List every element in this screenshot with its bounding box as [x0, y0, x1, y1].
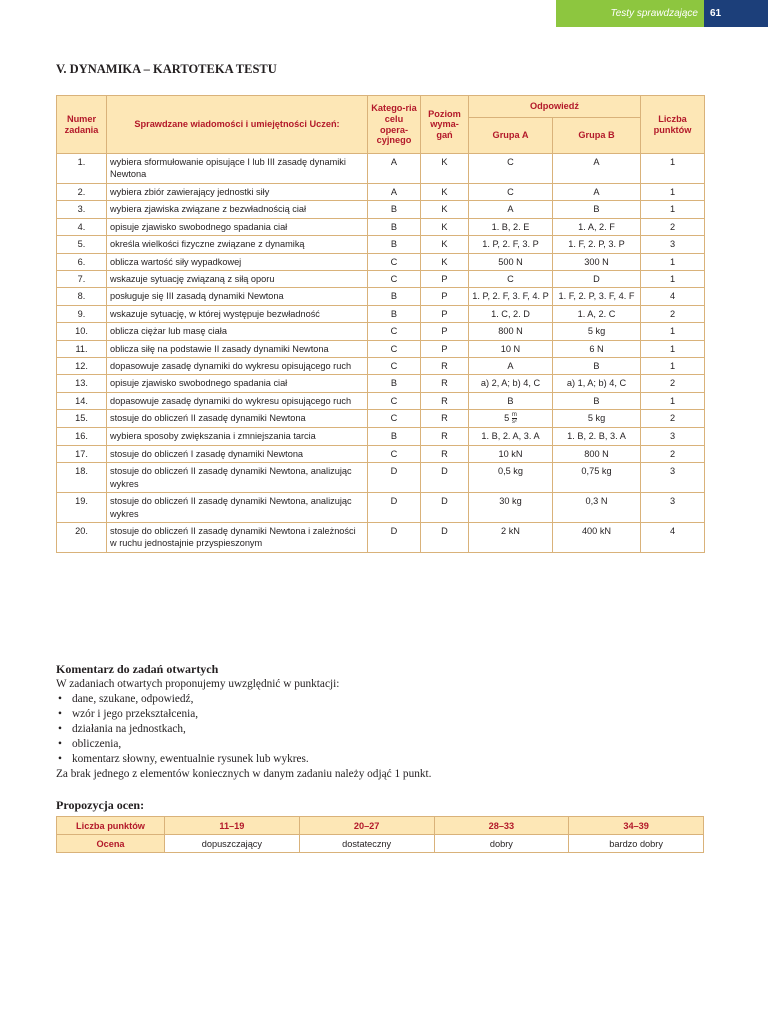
row-points: 1	[641, 253, 705, 270]
table-row	[57, 340, 705, 357]
list-item: • wzór i jego przekształcenia,	[72, 707, 716, 722]
table-row	[57, 201, 705, 218]
row-category: B	[368, 305, 421, 322]
row-category: C	[368, 445, 421, 462]
grade-name: dostateczny	[299, 835, 434, 853]
row-level: R	[421, 445, 469, 462]
row-level: K	[421, 218, 469, 235]
row-category: C	[368, 270, 421, 287]
table-row	[57, 522, 705, 552]
list-item: • dane, szukane, odpowiedź,	[72, 692, 716, 707]
row-skill: opisuje zjawisko swobodnego spadania ciał	[107, 218, 368, 235]
row-answer-a: 2 kN	[469, 522, 553, 552]
row-level: R	[421, 410, 469, 428]
row-level: K	[421, 183, 469, 200]
row-answer-b: 0,75 kg	[553, 463, 641, 493]
row-answer-a: 1. C, 2. D	[469, 305, 553, 322]
row-skill: oblicza ciężar lub masę ciała	[107, 323, 368, 340]
page-number: 61	[704, 0, 768, 27]
grades-title: Propozycja ocen:	[56, 798, 145, 812]
row-skill: stosuje do obliczeń I zasadę dynamiki Newtona	[107, 445, 368, 462]
row-number: 8.	[57, 288, 107, 305]
row-number: 19.	[57, 493, 107, 523]
test-chart-table	[56, 95, 705, 553]
row-answer-b: 1. A, 2. F	[553, 218, 641, 235]
row-answer-a: 10 kN	[469, 445, 553, 462]
row-skill: stosuje do obliczeń II zasadę dynamiki Newtona, analizując wykres	[107, 493, 368, 523]
row-number: 20.	[57, 522, 107, 552]
row-level: K	[421, 253, 469, 270]
row-category: B	[368, 201, 421, 218]
row-answer-b: A	[553, 154, 641, 184]
row-answer-b: 1. F, 2. P, 3. P	[553, 236, 641, 253]
grade-name: dobry	[434, 835, 569, 853]
table-row	[57, 305, 705, 322]
row-answer-a: 800 N	[469, 323, 553, 340]
header-skills: Sprawdzane wiadomości i umiejętności Uczeń:	[107, 96, 368, 154]
row-level: P	[421, 340, 469, 357]
row-category: B	[368, 428, 421, 445]
header-category: Katego-ria celu opera-cyjnego	[368, 96, 421, 154]
row-points: 3	[641, 463, 705, 493]
row-category: C	[368, 253, 421, 270]
row-number: 18.	[57, 463, 107, 493]
table-body	[57, 154, 705, 553]
row-number: 10.	[57, 323, 107, 340]
row-level: P	[421, 288, 469, 305]
grade-name: bardzo dobry	[569, 835, 704, 853]
header-level: Poziom wyma-gań	[421, 96, 469, 154]
table-row	[57, 358, 705, 375]
row-number: 3.	[57, 201, 107, 218]
row-answer-a: a) 2, A; b) 4, C	[469, 375, 553, 392]
row-number: 16.	[57, 428, 107, 445]
table-row	[57, 410, 705, 428]
header-points: Liczba punktów	[641, 96, 705, 154]
row-category: D	[368, 463, 421, 493]
row-category: B	[368, 288, 421, 305]
row-skill: posługuje się III zasadą dynamiki Newtona	[107, 288, 368, 305]
row-answer-b: 6 N	[553, 340, 641, 357]
row-skill: wybiera zbiór zawierający jednostki siły	[107, 183, 368, 200]
row-skill: wskazuje sytuację związaną z siłą oporu	[107, 270, 368, 287]
row-skill: wybiera sposoby zwiększania i zmniejszania tarcia	[107, 428, 368, 445]
row-points: 3	[641, 493, 705, 523]
page-header	[556, 0, 768, 27]
row-answer-b: B	[553, 201, 641, 218]
table-row	[57, 493, 705, 523]
row-answer-a: 1. B, 2. E	[469, 218, 553, 235]
table-row	[57, 253, 705, 270]
row-answer-b: a) 1, A; b) 4, C	[553, 375, 641, 392]
unit-fraction: $\frac{m}{\text{s²}}$	[511, 412, 517, 426]
row-points: 2	[641, 305, 705, 322]
row-skill: określa wielkości fizyczne związane z dynamiką	[107, 236, 368, 253]
row-answer-a: 500 N	[469, 253, 553, 270]
row-number: 7.	[57, 270, 107, 287]
row-answer-a: C	[469, 183, 553, 200]
table-row	[57, 428, 705, 445]
row-skill: stosuje do obliczeń II zasadę dynamiki Newtona, analizując wykres	[107, 463, 368, 493]
row-answer-b: 800 N	[553, 445, 641, 462]
row-skill: dopasowuje zasadę dynamiki do wykresu opisującego ruch	[107, 358, 368, 375]
list-item: • komentarz słowny, ewentualnie rysunek lub wykres.	[72, 752, 716, 767]
row-level: D	[421, 493, 469, 523]
row-points: 4	[641, 288, 705, 305]
row-answer-a: C	[469, 270, 553, 287]
table-row	[57, 323, 705, 340]
comment-title: Komentarz do zadań otwartych	[56, 662, 219, 676]
row-points: 1	[641, 183, 705, 200]
table-row	[57, 270, 705, 287]
row-answer-b: 1. F, 2. P, 3. F, 4. F	[553, 288, 641, 305]
section-title: V. DYNAMIKA – KARTOTEKA TESTU	[56, 62, 277, 76]
row-category: C	[368, 392, 421, 409]
table-row	[57, 375, 705, 392]
row-skill: wskazuje sytuację, w której występuje bezwładność	[107, 305, 368, 322]
comment-list	[56, 692, 716, 767]
row-level: R	[421, 392, 469, 409]
table-row	[57, 288, 705, 305]
row-skill: oblicza siłę na podstawie II zasady dynamiki Newtona	[107, 340, 368, 357]
comment-outro: Za brak jednego z elementów koniecznych w danym zadaniu należy odjąć 1 punkt.	[56, 768, 432, 780]
table-row	[57, 218, 705, 235]
row-level: K	[421, 236, 469, 253]
row-number: 2.	[57, 183, 107, 200]
row-points: 1	[641, 270, 705, 287]
row-points: 4	[641, 522, 705, 552]
row-skill: dopasowuje zasadę dynamiki do wykresu opisującego ruch	[107, 392, 368, 409]
header-group-a: Grupa A	[469, 118, 553, 154]
row-points: 1	[641, 358, 705, 375]
row-points: 2	[641, 410, 705, 428]
grade-name: dopuszczający	[165, 835, 300, 853]
row-category: D	[368, 493, 421, 523]
comment-block	[56, 662, 716, 782]
grades-table	[56, 816, 704, 853]
table-row	[57, 236, 705, 253]
row-number: 1.	[57, 154, 107, 184]
row-level: K	[421, 201, 469, 218]
table-row	[57, 445, 705, 462]
header-number: Numer zadania	[57, 96, 107, 154]
row-answer-a: A	[469, 201, 553, 218]
row-points: 1	[641, 392, 705, 409]
grades-points-label: Liczba punktów	[57, 817, 165, 835]
row-answer-a: B	[469, 392, 553, 409]
list-item: • działania na jednostkach,	[72, 722, 716, 737]
row-points: 1	[641, 154, 705, 184]
row-skill: stosuje do obliczeń II zasadę dynamiki Newtona i zależności w ruchu jednostajnie przyspieszonym	[107, 522, 368, 552]
row-answer-b: 300 N	[553, 253, 641, 270]
row-level: K	[421, 154, 469, 184]
table-row	[57, 392, 705, 409]
row-answer-b: A	[553, 183, 641, 200]
row-category: C	[368, 340, 421, 357]
header-title: Testy sprawdzające	[556, 0, 704, 27]
row-answer-b: D	[553, 270, 641, 287]
row-answer-a: 1. P, 2. F, 3. F, 4. P	[469, 288, 553, 305]
table-row	[57, 154, 705, 184]
row-answer-a: 1. B, 2. A, 3. A	[469, 428, 553, 445]
row-answer-a: C	[469, 154, 553, 184]
row-points: 1	[641, 323, 705, 340]
row-answer-a: A	[469, 358, 553, 375]
row-number: 17.	[57, 445, 107, 462]
row-skill: wybiera sformułowanie opisujące I lub III zasadę dynamiki Newtona	[107, 154, 368, 184]
grade-range: 34–39	[569, 817, 704, 835]
row-skill: opisuje zjawisko swobodnego spadania ciał	[107, 375, 368, 392]
row-level: R	[421, 375, 469, 392]
header-answer: Odpowiedź	[469, 96, 641, 118]
row-number: 6.	[57, 253, 107, 270]
row-level: P	[421, 323, 469, 340]
row-level: D	[421, 522, 469, 552]
row-number: 15.	[57, 410, 107, 428]
table-row	[57, 463, 705, 493]
row-category: C	[368, 358, 421, 375]
row-answer-a: 0,5 kg	[469, 463, 553, 493]
comment-intro: W zadaniach otwartych proponujemy uwzględnić w punktacji:	[56, 678, 340, 690]
row-level: P	[421, 305, 469, 322]
row-number: 13.	[57, 375, 107, 392]
grade-range: 28–33	[434, 817, 569, 835]
row-answer-b: B	[553, 358, 641, 375]
row-category: B	[368, 218, 421, 235]
row-points: 2	[641, 445, 705, 462]
row-category: B	[368, 236, 421, 253]
row-points: 2	[641, 375, 705, 392]
row-skill: stosuje do obliczeń II zasadę dynamiki Newtona	[107, 410, 368, 428]
grade-range: 11–19	[165, 817, 300, 835]
row-level: D	[421, 463, 469, 493]
row-number: 4.	[57, 218, 107, 235]
row-category: C	[368, 410, 421, 428]
row-skill: wybiera zjawiska związane z bezwładnością ciał	[107, 201, 368, 218]
row-answer-b: 5 kg	[553, 410, 641, 428]
row-category: C	[368, 323, 421, 340]
row-skill: oblicza wartość siły wypadkowej	[107, 253, 368, 270]
row-level: P	[421, 270, 469, 287]
row-answer-b: 1. A, 2. C	[553, 305, 641, 322]
row-answer-b: 5 kg	[553, 323, 641, 340]
row-category: A	[368, 183, 421, 200]
row-answer-b: 0,3 N	[553, 493, 641, 523]
row-answer-a: 30 kg	[469, 493, 553, 523]
grades-grade-label: Ocena	[57, 835, 165, 853]
row-answer-a: 10 N	[469, 340, 553, 357]
row-category: B	[368, 375, 421, 392]
row-answer-b: 400 kN	[553, 522, 641, 552]
row-category: D	[368, 522, 421, 552]
grade-range: 20–27	[299, 817, 434, 835]
row-answer-b: 1. B, 2. B, 3. A	[553, 428, 641, 445]
list-item: • obliczenia,	[72, 737, 716, 752]
row-points: 1	[641, 340, 705, 357]
row-level: R	[421, 358, 469, 375]
row-answer-b: B	[553, 392, 641, 409]
row-number: 5.	[57, 236, 107, 253]
row-answer-a: 5 $\frac{m}{\text{s²}}$	[469, 410, 553, 428]
row-number: 9.	[57, 305, 107, 322]
row-category: A	[368, 154, 421, 184]
row-answer-a: 1. P, 2. F, 3. P	[469, 236, 553, 253]
row-points: 3	[641, 428, 705, 445]
header-group-b: Grupa B	[553, 118, 641, 154]
row-points: 3	[641, 236, 705, 253]
row-points: 1	[641, 201, 705, 218]
row-points: 2	[641, 218, 705, 235]
row-number: 11.	[57, 340, 107, 357]
row-number: 14.	[57, 392, 107, 409]
table-row	[57, 183, 705, 200]
row-number: 12.	[57, 358, 107, 375]
row-level: R	[421, 428, 469, 445]
